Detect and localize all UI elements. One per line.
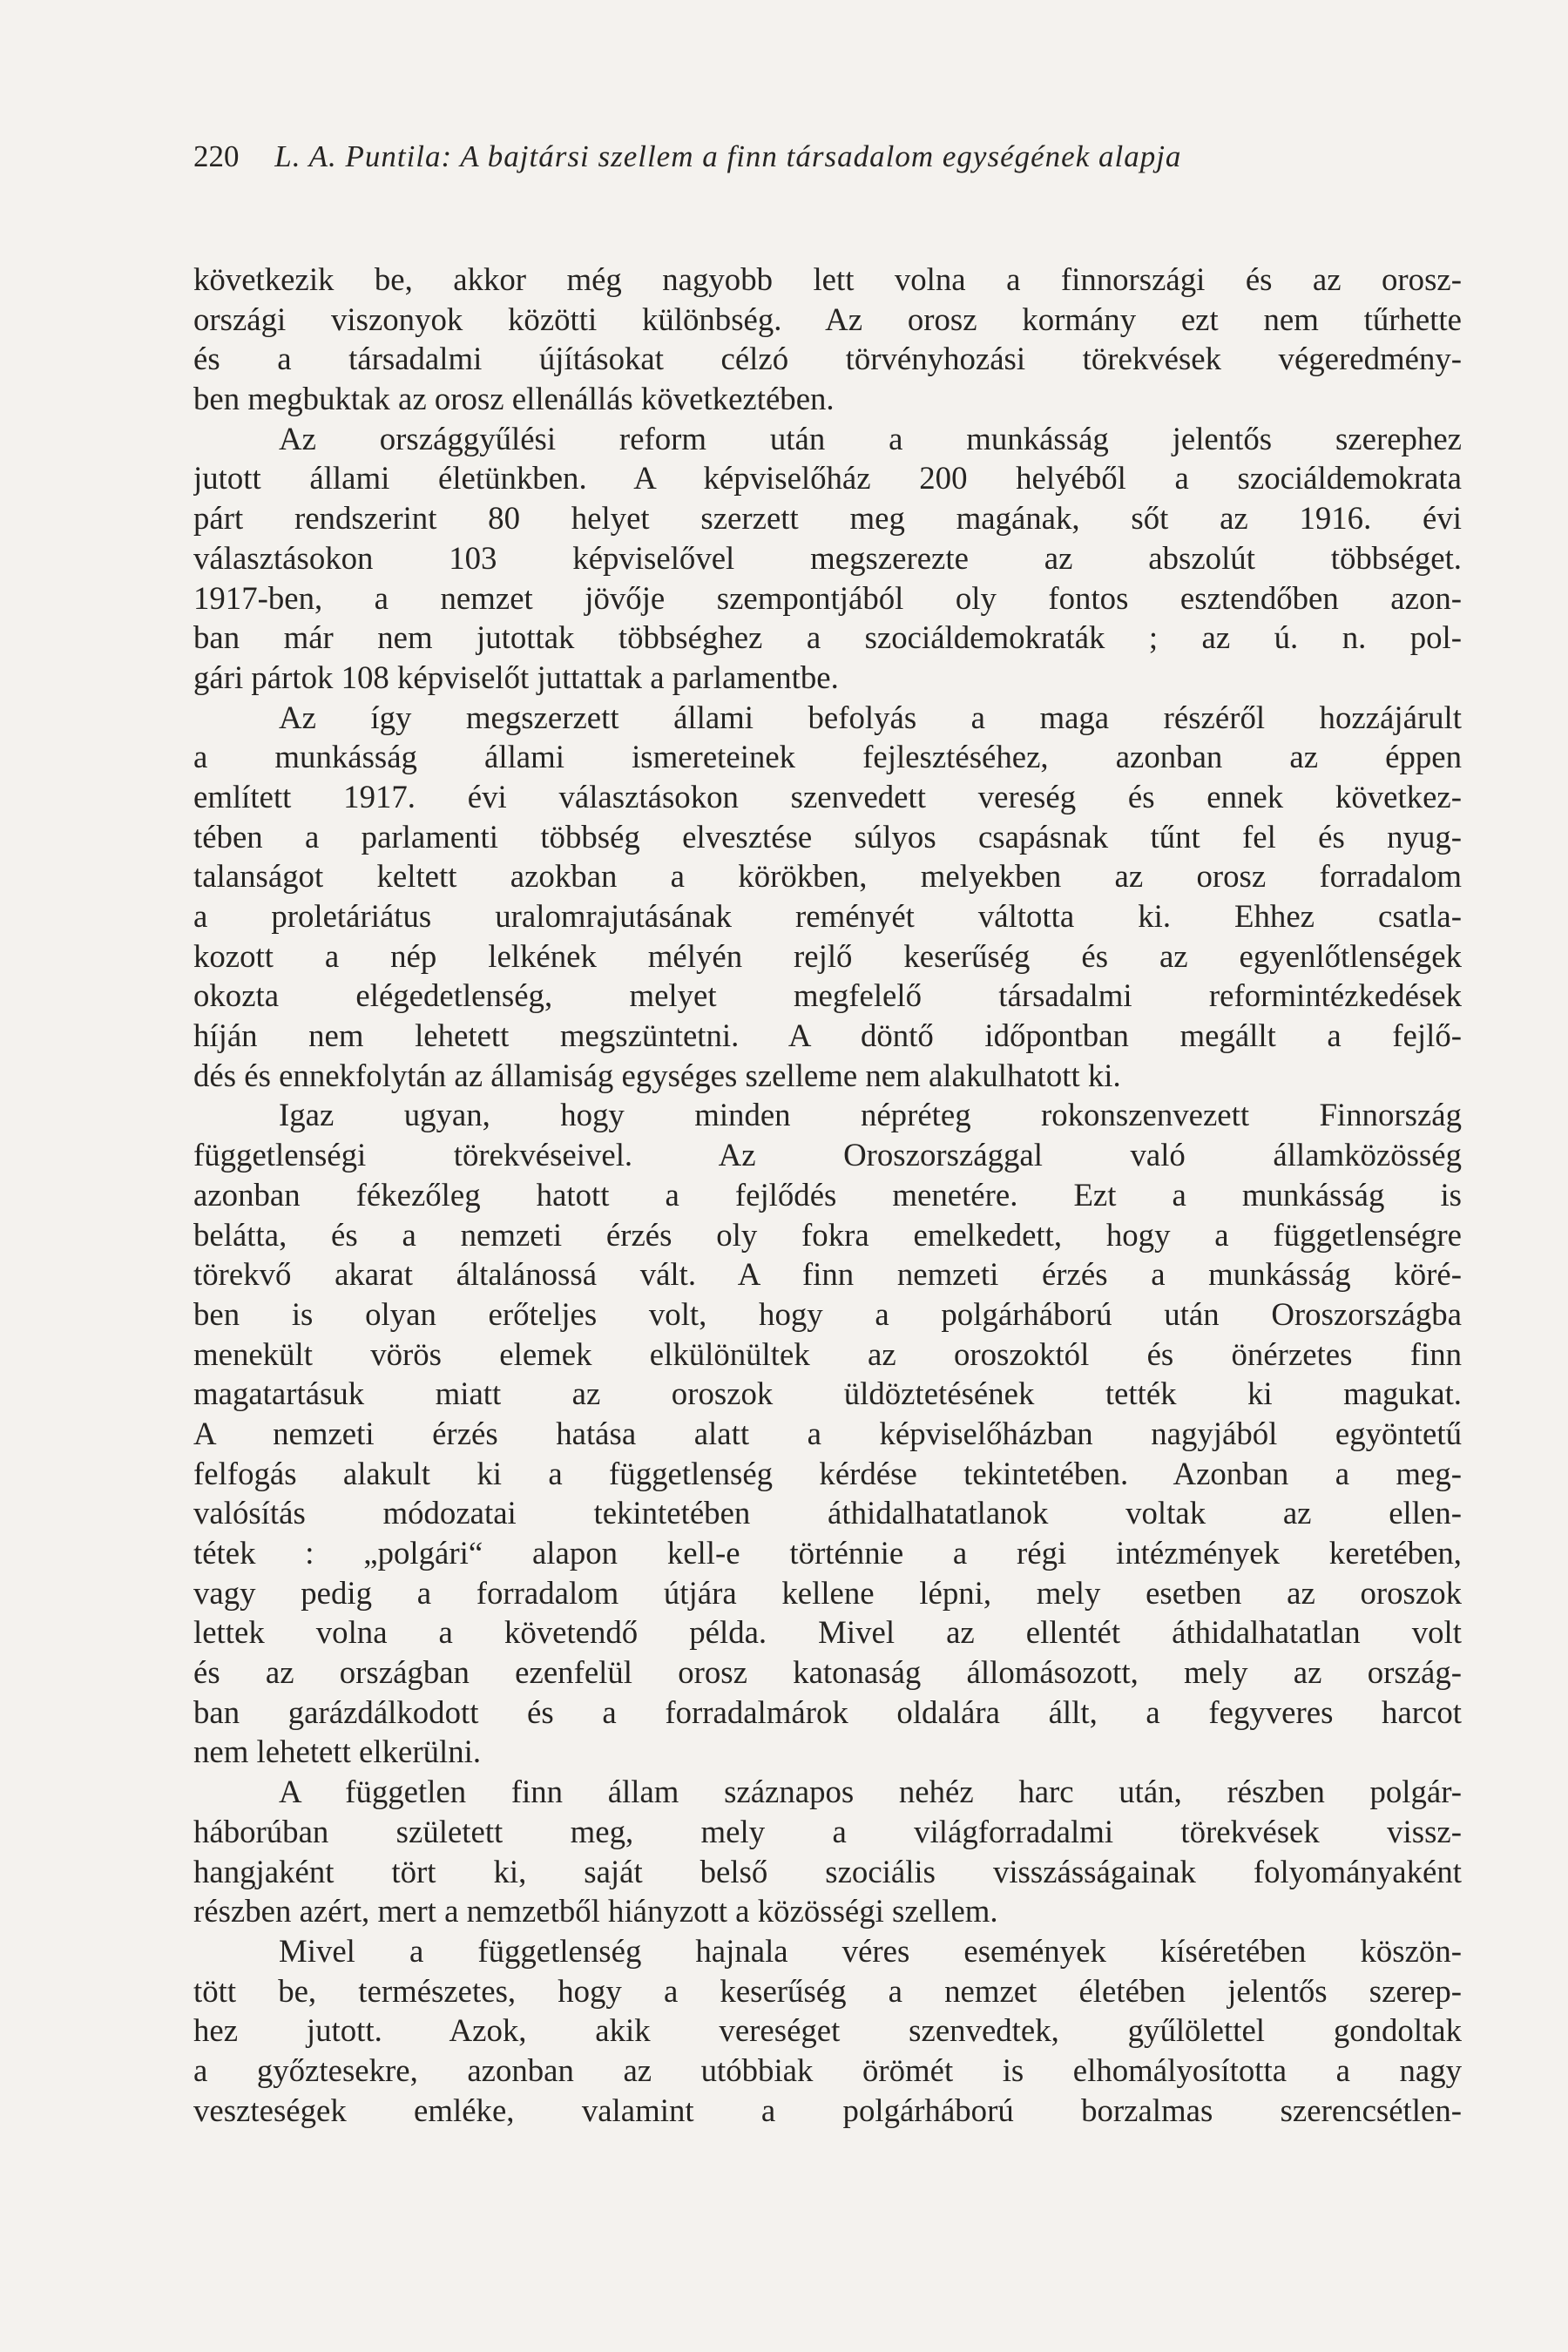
text-line: országi viszonyok közötti különbség. Az orosz kormány ezt nem tűrhette [193, 301, 1462, 337]
text-line: tétek : „polgári“ alapon kell-e történnie a régi intézmények keretében, [193, 1535, 1462, 1571]
text-line: okozta elégedetlenség, melyet megfelelő társadalmi reformintézkedések [193, 977, 1462, 1014]
paragraph-first-line: Az így megszerzett állami befolyás a maga részéről hozzájárult [279, 699, 1462, 735]
text-line: a munkásság állami ismereteinek fejlesztéséhez, azonban az éppen [193, 739, 1462, 775]
text-line: magatartásuk miatt az oroszok üldöztetésének tették ki magukat. [193, 1375, 1462, 1412]
text-line: a proletáriátus uralomrajutásának reményét váltotta ki. Ehhez csatla- [193, 898, 1462, 934]
text-line: felfogás alakult ki a függetlenség kérdése tekintetében. Azonban a meg- [193, 1455, 1462, 1491]
text-line: említett 1917. évi választásokon szenvedett vereség és ennek következ- [193, 778, 1462, 814]
running-title: L. A. Puntila: A bajtársi szellem a finn társadalom egységének alapja [274, 139, 1182, 173]
text-line: talanságot keltett azokban a körökben, melyekben az orosz forradalom [193, 858, 1462, 895]
text-line: tében a parlamenti többség elvesztése súlyos csapásnak tűnt fel és nyug- [193, 818, 1462, 855]
body-text [193, 260, 1462, 2130]
text-line: részben azért, mert a nemzetből hiányzott a közösségi szellem. [193, 1893, 998, 1930]
text-line: híján nem lehetett megszüntetni. A döntő időpontban megállt a fejlő- [193, 1017, 1462, 1054]
text-line: vagy pedig a forradalom útjára kellene lépni, mely esetben az oroszok [193, 1574, 1462, 1611]
text-line: függetlenségi törekvéseivel. Az Oroszországgal való államközösség [193, 1137, 1462, 1173]
text-line: menekült vörös elemek elkülönültek az oroszoktól és önérzetes finn [193, 1335, 1462, 1372]
text-line: tött be, természetes, hogy a keserűség a nemzet életében jelentős szerep- [193, 1972, 1462, 2009]
text-line: valósítás módozatai tekintetében áthidalhatatlanok voltak az ellen- [193, 1495, 1462, 1531]
text-line: ban garázdálkodott és a forradalmárok oldalára állt, a fegyveres harcot [193, 1693, 1462, 1730]
page-number: 220 [193, 139, 240, 173]
paragraph-first-line: Az országgyűlési reform után a munkásság jelentős szerephez [279, 420, 1462, 456]
text-line: belátta, és a nemzeti érzés oly fokra emelkedett, hogy a függetlenségre [193, 1216, 1462, 1253]
text-line: ben is olyan erőteljes volt, hogy a polgárháború után Oroszországba [193, 1295, 1462, 1332]
text-line: következik be, akkor még nagyobb lett volna a finnországi és az orosz- [193, 261, 1462, 297]
text-line: ben megbuktak az orosz ellenállás következtében. [193, 381, 835, 417]
text-line: és a társadalmi újításokat célzó törvényhozási törekvések végeredmény- [193, 341, 1462, 377]
text-line: nem lehetett elkerülni. [193, 1734, 482, 1770]
text-line: a győztesekre, azonban az utóbbiak örömét is elhomályosította a nagy [193, 2051, 1462, 2088]
text-line: azonban fékezőleg hatott a fejlődés menetére. Ezt a munkásság is [193, 1176, 1462, 1213]
text-line: gári pártok 108 képviselőt juttattak a parlamentbe. [193, 659, 839, 695]
text-line: dés és ennekfolytán az államiság egységes szelleme nem alakulhatott ki. [193, 1057, 1121, 1093]
text-line: ban már nem jutottak többséghez a szociáldemokraták ; az ú. n. pol- [193, 619, 1462, 656]
running-header [193, 135, 1430, 179]
text-line: 1917-ben, a nemzet jövője szempontjából oly fontos esztendőben azon- [193, 579, 1462, 616]
text-line: kozott a nép lelkének mélyén rejlő keserűség és az egyenlőtlenségek [193, 937, 1462, 974]
text-line: veszteségek emléke, valamint a polgárháború borzalmas szerencsétlen- [193, 2092, 1462, 2128]
paragraph-first-line: Igaz ugyan, hogy minden népréteg rokonszenvezett Finnország [279, 1097, 1462, 1133]
text-line: hez jutott. Azok, akik vereséget szenvedtek, gyűlölettel gondoltak [193, 2012, 1462, 2049]
text-line: háborúban született meg, mely a világforradalmi törekvések vissz- [193, 1813, 1462, 1849]
text-line: választásokon 103 képviselővel megszerezte az abszolút többséget. [193, 539, 1462, 576]
paragraph-first-line: Mivel a függetlenség hajnala véres események kíséretében köszön- [279, 1932, 1462, 1969]
text-line: törekvő akarat általánossá vált. A finn nemzeti érzés a munkásság köré- [193, 1256, 1462, 1293]
text-line: jutott állami életünkben. A képviselőház 200 helyéből a szociáldemokrata [193, 460, 1462, 497]
text-line: hangjaként tört ki, saját belső szociális visszásságainak folyományaként [193, 1853, 1462, 1889]
text-line: és az országban ezenfelül orosz katonaság állomásozott, mely az ország- [193, 1654, 1462, 1691]
text-line: párt rendszerint 80 helyet szerzett meg magának, sőt az 1916. évi [193, 500, 1462, 537]
text-line: lettek volna a követendő példa. Mivel az ellentét áthidalhatatlan volt [193, 1614, 1462, 1651]
text-line: A nemzeti érzés hatása alatt a képviselőházban nagyjából egyöntetű [193, 1415, 1462, 1451]
paragraph-first-line: A független finn állam száznapos nehéz harc után, részben polgár- [279, 1774, 1462, 1810]
